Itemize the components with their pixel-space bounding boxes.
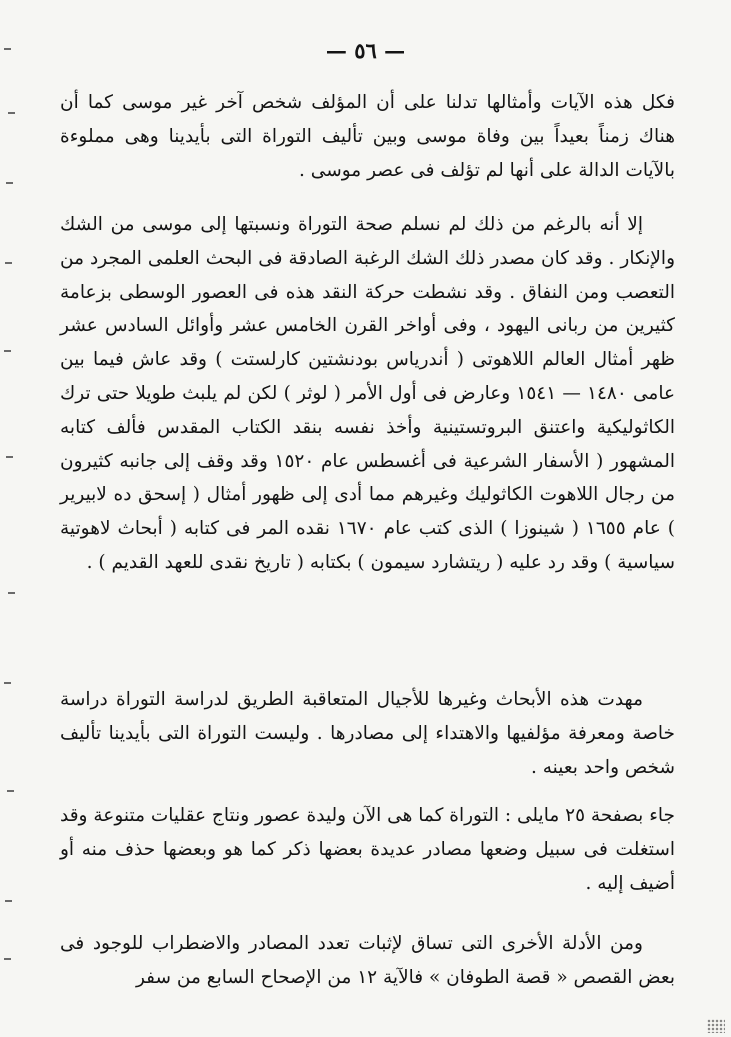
paragraph-4-block <box>60 799 675 900</box>
paragraph-5-block <box>60 927 675 995</box>
paragraph-5: ومن الأدلة الأخرى التى تساق لإثبات تعدد المصادر والاضطراب للوجود فى بعض القصص « قصة الطوفان » فالآية ١٢ من الإصحاح السابع من سفر <box>60 933 675 988</box>
margin-mark <box>7 790 14 792</box>
margin-mark <box>4 48 11 50</box>
margin-mark <box>4 682 11 684</box>
margin-mark <box>4 350 11 352</box>
paragraph-2: إلا أنه بالرغم من ذلك لم نسلم صحة التوراة ونسبتها إلى موسى من الشك والإنكار . وقد كان مصدر ذلك الشك الرغبة الصادقة فى البحث العلمى المجرد من التعصب ومن النفاق . وقد نشطت حركة النقد هذه فى العصور الوسطى بزعامة كثيرين من ربانى اليهود ، وفى أواخر القرن الخامس عشر وأوائل السادس عشر ظهر أمثال العالم اللاهوتى ( أندرياس بودنشتين كارلستت ) وقد عاش فيما بين عامى ١٤٨٠ — ١٥٤١ وعارض فى أول الأمر ( لوثر ) لكن لم يلبث طويلا حتى ترك الكاثوليكية واعتنق البروتستينية وأخذ نفسه بنقد الكتاب المقدس فألف كتابه المشهور ( الأسفار الشرعية فى أغسطس عام ١٥٢٠ وقد وقف إلى جانبه كثيرون من رجال اللاهوت الكاثوليك وغيرهم مما أدى إلى ظهور أمثال ( إسحق ده لابيرير ) عام ١٦٥٥ ( شينوزا ) الذى كتب عام ١٦٧٠ نقده المر فى كتابه ( أبحاث لاهوتية سياسية ) وقد رد عليه ( ريتشارد سيمون ) بكتابه ( تاريخ نقدى للعهد القديم ) . <box>60 214 676 573</box>
margin-mark <box>5 900 12 902</box>
paragraph-3: مهدت هذه الأبحاث وغيرها للأجيال المتعاقبة الطريق لدراسة التوراة دراسة خاصة ومعرفة مؤلفيها والاهتداء إلى مصادرها . وليست التوراة التى بأيدينا تأليف شخص واحد بعينه . <box>60 689 675 778</box>
paragraph-1: فكل هذه الآيات وأمثالها تدلنا على أن المؤلف شخص آخر غير موسى كما أن هناك زمناً بعيداً بين وفاة موسى وبين تأليف التوراة التى بأيدينا وهى مملوءة بالآيات الدالة على أنها لم تؤلف فى عصر موسى . <box>60 92 675 181</box>
margin-mark <box>6 456 13 458</box>
page-number: — ٥٦ — <box>325 38 406 63</box>
scan-blot <box>707 1019 725 1033</box>
margin-mark <box>8 112 15 114</box>
paragraph-2-block <box>60 208 675 580</box>
margin-mark <box>8 592 15 594</box>
margin-mark <box>6 182 13 184</box>
paragraph-4: جاء بصفحة ٢٥ مايلى : التوراة كما هى الآن وليدة عصور ونتاج عقليات متنوعة وقد استغلت فى سبيل وضعها مصادر عديدة بعضها ذكر كما هو وبعضها حذف منه أو أضيف إليه . <box>60 805 675 894</box>
margin-mark <box>4 958 11 960</box>
paragraph-3-block <box>60 683 675 784</box>
margin-mark <box>5 262 12 264</box>
paragraph-1-block <box>60 86 675 187</box>
